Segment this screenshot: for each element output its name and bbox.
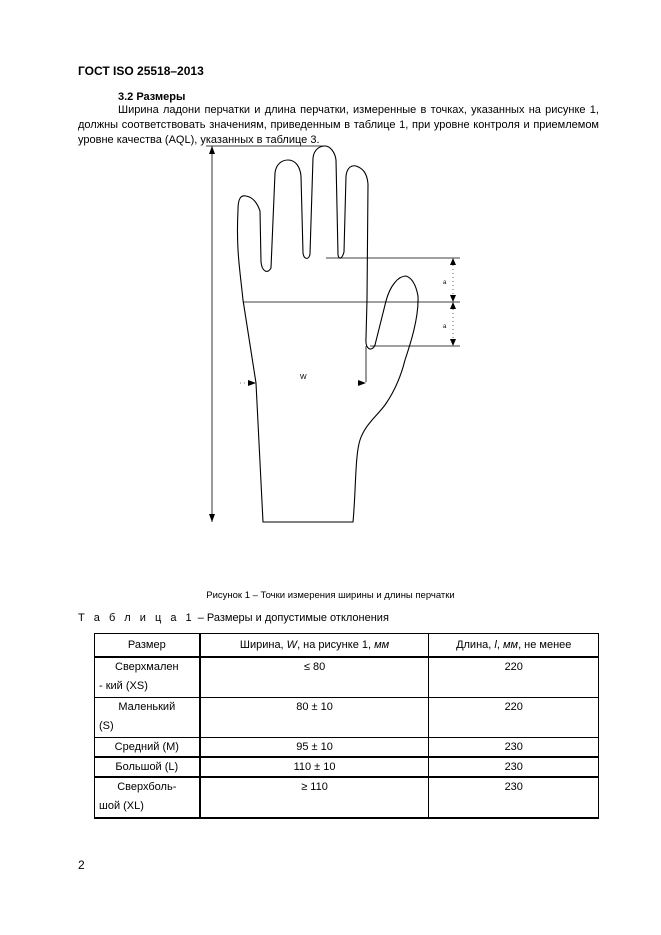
width-label: W: [300, 374, 307, 381]
cell-length: 220: [429, 698, 599, 738]
header-length-mid: ,: [496, 639, 503, 651]
header-width-var: W: [286, 639, 298, 651]
table-row: [95, 777, 599, 818]
header-width: [200, 634, 429, 658]
size-line2: (S): [99, 720, 114, 732]
sizes-table: [94, 633, 599, 819]
dimension-arrows: [209, 146, 456, 522]
cell-size: [95, 657, 200, 698]
table-title: [78, 612, 389, 624]
table-row: [95, 738, 599, 758]
cell-size: Большой (L): [95, 757, 200, 777]
table-row: [95, 698, 599, 738]
cell-size: [95, 777, 200, 818]
size-line2: шой (XL): [99, 800, 144, 812]
cell-length: 230: [429, 757, 599, 777]
cell-width: 95 ± 10: [200, 738, 429, 758]
header-width-mid: , на рисунке 1,: [297, 639, 375, 651]
table-title-rest: – Размеры и допустимые отклонения: [194, 612, 389, 624]
cell-width: ≤ 80: [200, 657, 429, 698]
page-number: 2: [78, 858, 85, 872]
size-line1: Сверхболь-: [117, 781, 177, 793]
dim-lower-label: a: [443, 324, 447, 330]
table-header-row: [95, 634, 599, 658]
header-length-text: Длина,: [456, 639, 495, 651]
header-length-post: , не менее: [518, 639, 572, 651]
size-line1: Сверхмален: [115, 661, 179, 673]
glove-diagram: [195, 140, 470, 530]
glove-measurement-figure: [195, 140, 470, 535]
paragraph-text: Ширина ладони перчатки и длина перчатки, измеренные в точках, указанных на рисунке 1, должны соответствовать значениям, приведенным в таблице 1, при уровне контроля и приемлемом уровне качества (AQL), указанных в таблице 3.: [78, 104, 599, 146]
header-size: Размер: [95, 634, 200, 658]
header-length-var: l: [494, 639, 497, 651]
table-row: [95, 657, 599, 698]
cell-size: [95, 698, 200, 738]
header-length-unit: мм: [502, 639, 519, 651]
table-title-prefix: Т а б л и ц а 1: [78, 612, 195, 624]
size-line1: Маленький: [118, 701, 176, 713]
size-line2: - кий (XS): [99, 680, 148, 692]
cell-width: ≥ 110: [200, 777, 429, 818]
section-title: 3.2 Размеры: [118, 91, 186, 103]
cell-size: Средний (M): [95, 738, 200, 758]
cell-length: 220: [429, 657, 599, 698]
figure-caption: Рисунок 1 – Точки измерения ширины и длины перчатки: [206, 590, 455, 601]
table-row: [95, 757, 599, 777]
dim-upper-label: a: [443, 280, 447, 286]
cell-length: 230: [429, 738, 599, 758]
cell-width: 80 ± 10: [200, 698, 429, 738]
cell-length: 230: [429, 777, 599, 818]
header-width-unit: мм: [374, 639, 390, 651]
header-width-text: Ширина,: [239, 639, 287, 651]
header-length: [429, 634, 599, 658]
cell-width: 110 ± 10: [200, 757, 429, 777]
document-header: ГОСТ ISO 25518–2013: [78, 64, 204, 78]
